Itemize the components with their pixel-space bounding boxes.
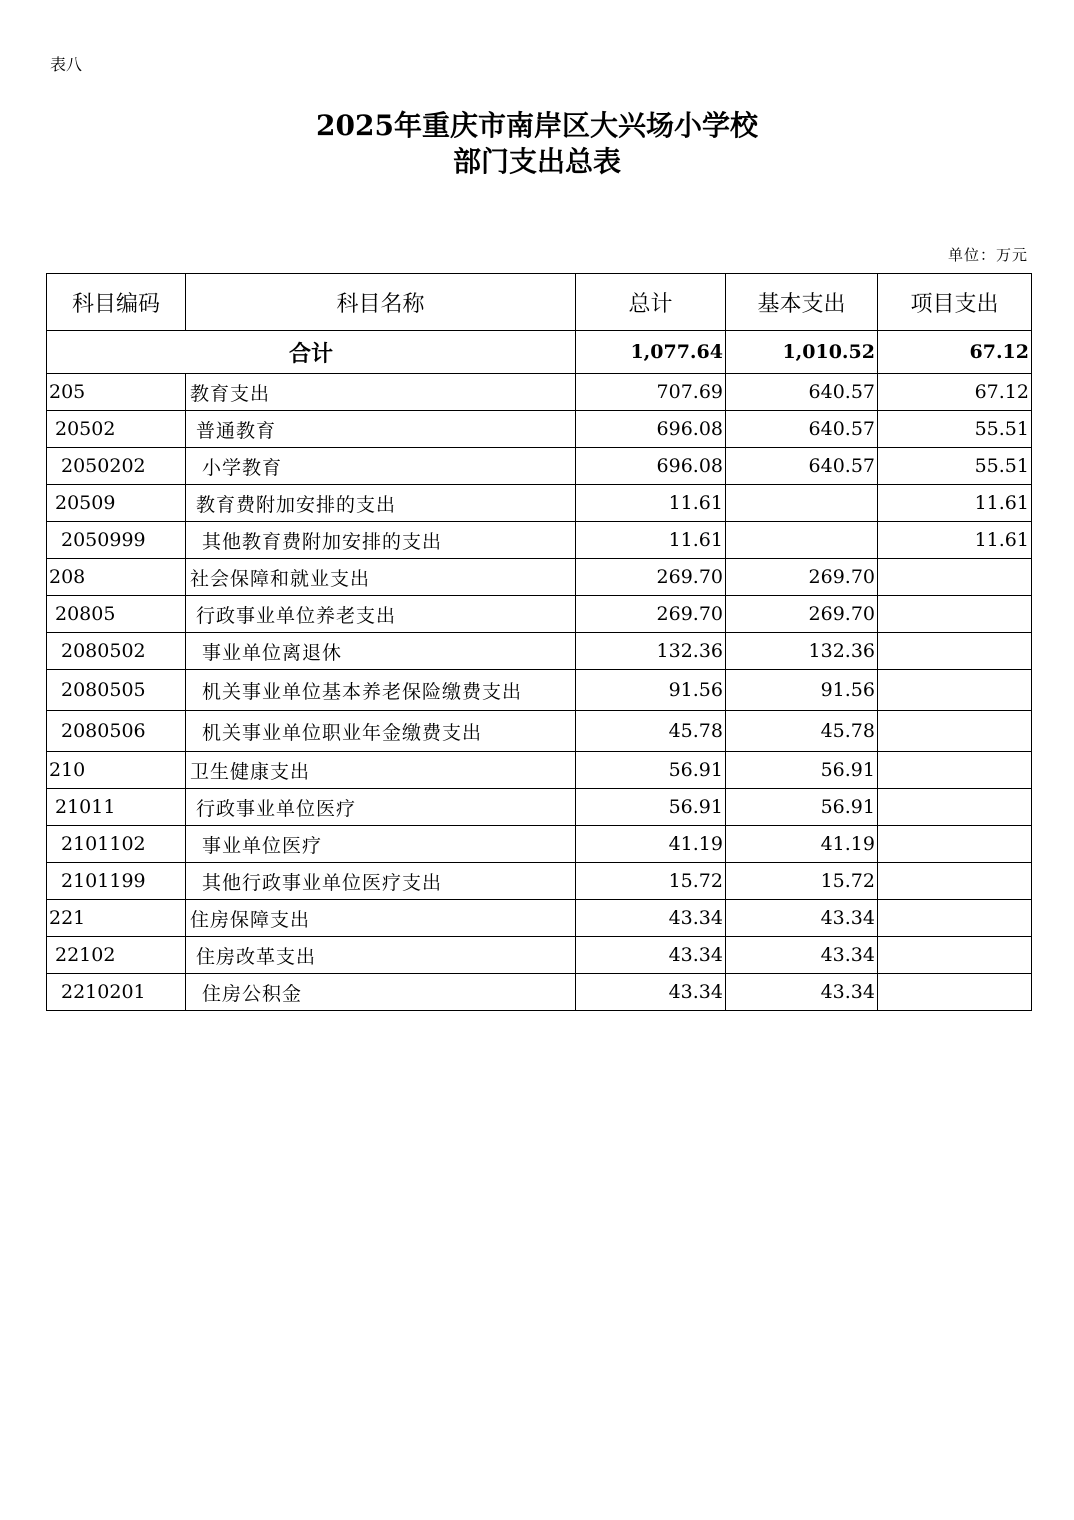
row-basic: 43.34: [726, 937, 878, 974]
row-code: 20502: [47, 411, 186, 448]
header-code: 科目编码: [47, 274, 186, 331]
row-project: [878, 596, 1032, 633]
row-project: [878, 974, 1032, 1011]
row-basic: 132.36: [726, 633, 878, 670]
row-code: 221: [47, 900, 186, 937]
row-total: 41.19: [576, 826, 726, 863]
row-total: 43.34: [576, 900, 726, 937]
row-project: [878, 826, 1032, 863]
header-total: 总计: [576, 274, 726, 331]
table-row: [47, 826, 1032, 863]
row-basic: 45.78: [726, 711, 878, 752]
table-row: [47, 633, 1032, 670]
row-basic: [726, 485, 878, 522]
header-row: [47, 274, 1032, 331]
table-row: [47, 448, 1032, 485]
table-number-label: 表八: [50, 55, 83, 74]
header-project: 项目支出: [878, 274, 1032, 331]
row-code: 208: [47, 559, 186, 596]
row-basic: 640.57: [726, 411, 878, 448]
row-project: [878, 937, 1032, 974]
table-row: [47, 485, 1032, 522]
table-row: [47, 711, 1032, 752]
table-row: [47, 937, 1032, 974]
document-subtitle: 部门支出总表: [452, 145, 621, 178]
row-name: 小学教育: [186, 448, 576, 485]
row-total: 43.34: [576, 937, 726, 974]
header-name: 科目名称: [186, 274, 576, 331]
row-total: 269.70: [576, 596, 726, 633]
summary-project: 67.12: [878, 331, 1032, 374]
row-project: 55.51: [878, 411, 1032, 448]
row-total: 696.08: [576, 448, 726, 485]
row-basic: 269.70: [726, 596, 878, 633]
row-total: 11.61: [576, 485, 726, 522]
row-total: 696.08: [576, 411, 726, 448]
row-name: 其他教育费附加安排的支出: [186, 522, 576, 559]
summary-label: 合计: [47, 331, 576, 374]
row-code: 21011: [47, 789, 186, 826]
row-name: 卫生健康支出: [186, 752, 576, 789]
table-row: [47, 374, 1032, 411]
row-code: 2080506: [47, 711, 186, 752]
row-total: 132.36: [576, 633, 726, 670]
row-name: 机关事业单位基本养老保险缴费支出: [186, 670, 576, 711]
row-project: [878, 752, 1032, 789]
row-code: 2101102: [47, 826, 186, 863]
row-total: 43.34: [576, 974, 726, 1011]
row-basic: 91.56: [726, 670, 878, 711]
row-code: 2101199: [47, 863, 186, 900]
row-project: [878, 900, 1032, 937]
row-name: 事业单位离退休: [186, 633, 576, 670]
row-basic: 56.91: [726, 752, 878, 789]
row-name: 住房公积金: [186, 974, 576, 1011]
row-code: 20805: [47, 596, 186, 633]
row-total: 91.56: [576, 670, 726, 711]
table-row: [47, 522, 1032, 559]
row-name: 其他行政事业单位医疗支出: [186, 863, 576, 900]
row-name: 行政事业单位养老支出: [186, 596, 576, 633]
summary-row: [47, 331, 1032, 374]
row-name: 行政事业单位医疗: [186, 789, 576, 826]
row-project: [878, 559, 1032, 596]
row-project: 55.51: [878, 448, 1032, 485]
header-basic: 基本支出: [726, 274, 878, 331]
table-row: [47, 974, 1032, 1011]
row-total: 707.69: [576, 374, 726, 411]
row-name: 住房保障支出: [186, 900, 576, 937]
row-basic: [726, 522, 878, 559]
row-name: 机关事业单位职业年金缴费支出: [186, 711, 576, 752]
row-project: 11.61: [878, 522, 1032, 559]
document-title: 2025年重庆市南岸区大兴场小学校: [316, 109, 758, 142]
row-basic: 269.70: [726, 559, 878, 596]
row-project: [878, 633, 1032, 670]
row-basic: 41.19: [726, 826, 878, 863]
row-project: [878, 670, 1032, 711]
row-basic: 43.34: [726, 974, 878, 1011]
row-total: 269.70: [576, 559, 726, 596]
row-total: 56.91: [576, 789, 726, 826]
row-code: 2050999: [47, 522, 186, 559]
summary-total: 1,077.64: [576, 331, 726, 374]
row-basic: 56.91: [726, 789, 878, 826]
summary-basic: 1,010.52: [726, 331, 878, 374]
row-basic: 640.57: [726, 374, 878, 411]
table-row: [47, 670, 1032, 711]
row-code: 210: [47, 752, 186, 789]
row-name: 普通教育: [186, 411, 576, 448]
row-project: [878, 789, 1032, 826]
row-total: 15.72: [576, 863, 726, 900]
row-total: 56.91: [576, 752, 726, 789]
row-name: 社会保障和就业支出: [186, 559, 576, 596]
row-basic: 43.34: [726, 900, 878, 937]
row-name: 教育费附加安排的支出: [186, 485, 576, 522]
table-row: [47, 559, 1032, 596]
row-code: 2080505: [47, 670, 186, 711]
row-code: 2210201: [47, 974, 186, 1011]
row-code: 2050202: [47, 448, 186, 485]
row-basic: 15.72: [726, 863, 878, 900]
expenditure-table: [46, 273, 1032, 1011]
table-row: [47, 863, 1032, 900]
row-project: [878, 711, 1032, 752]
row-code: 20509: [47, 485, 186, 522]
unit-label: 单位：万元: [947, 246, 1028, 264]
table-row: [47, 789, 1032, 826]
table-row: [47, 411, 1032, 448]
row-code: 2080502: [47, 633, 186, 670]
row-total: 45.78: [576, 711, 726, 752]
row-project: 67.12: [878, 374, 1032, 411]
row-code: 205: [47, 374, 186, 411]
table-row: [47, 596, 1032, 633]
row-code: 22102: [47, 937, 186, 974]
row-project: 11.61: [878, 485, 1032, 522]
row-name: 住房改革支出: [186, 937, 576, 974]
table-row: [47, 752, 1032, 789]
row-total: 11.61: [576, 522, 726, 559]
row-name: 教育支出: [186, 374, 576, 411]
row-basic: 640.57: [726, 448, 878, 485]
row-name: 事业单位医疗: [186, 826, 576, 863]
table-row: [47, 900, 1032, 937]
row-project: [878, 863, 1032, 900]
